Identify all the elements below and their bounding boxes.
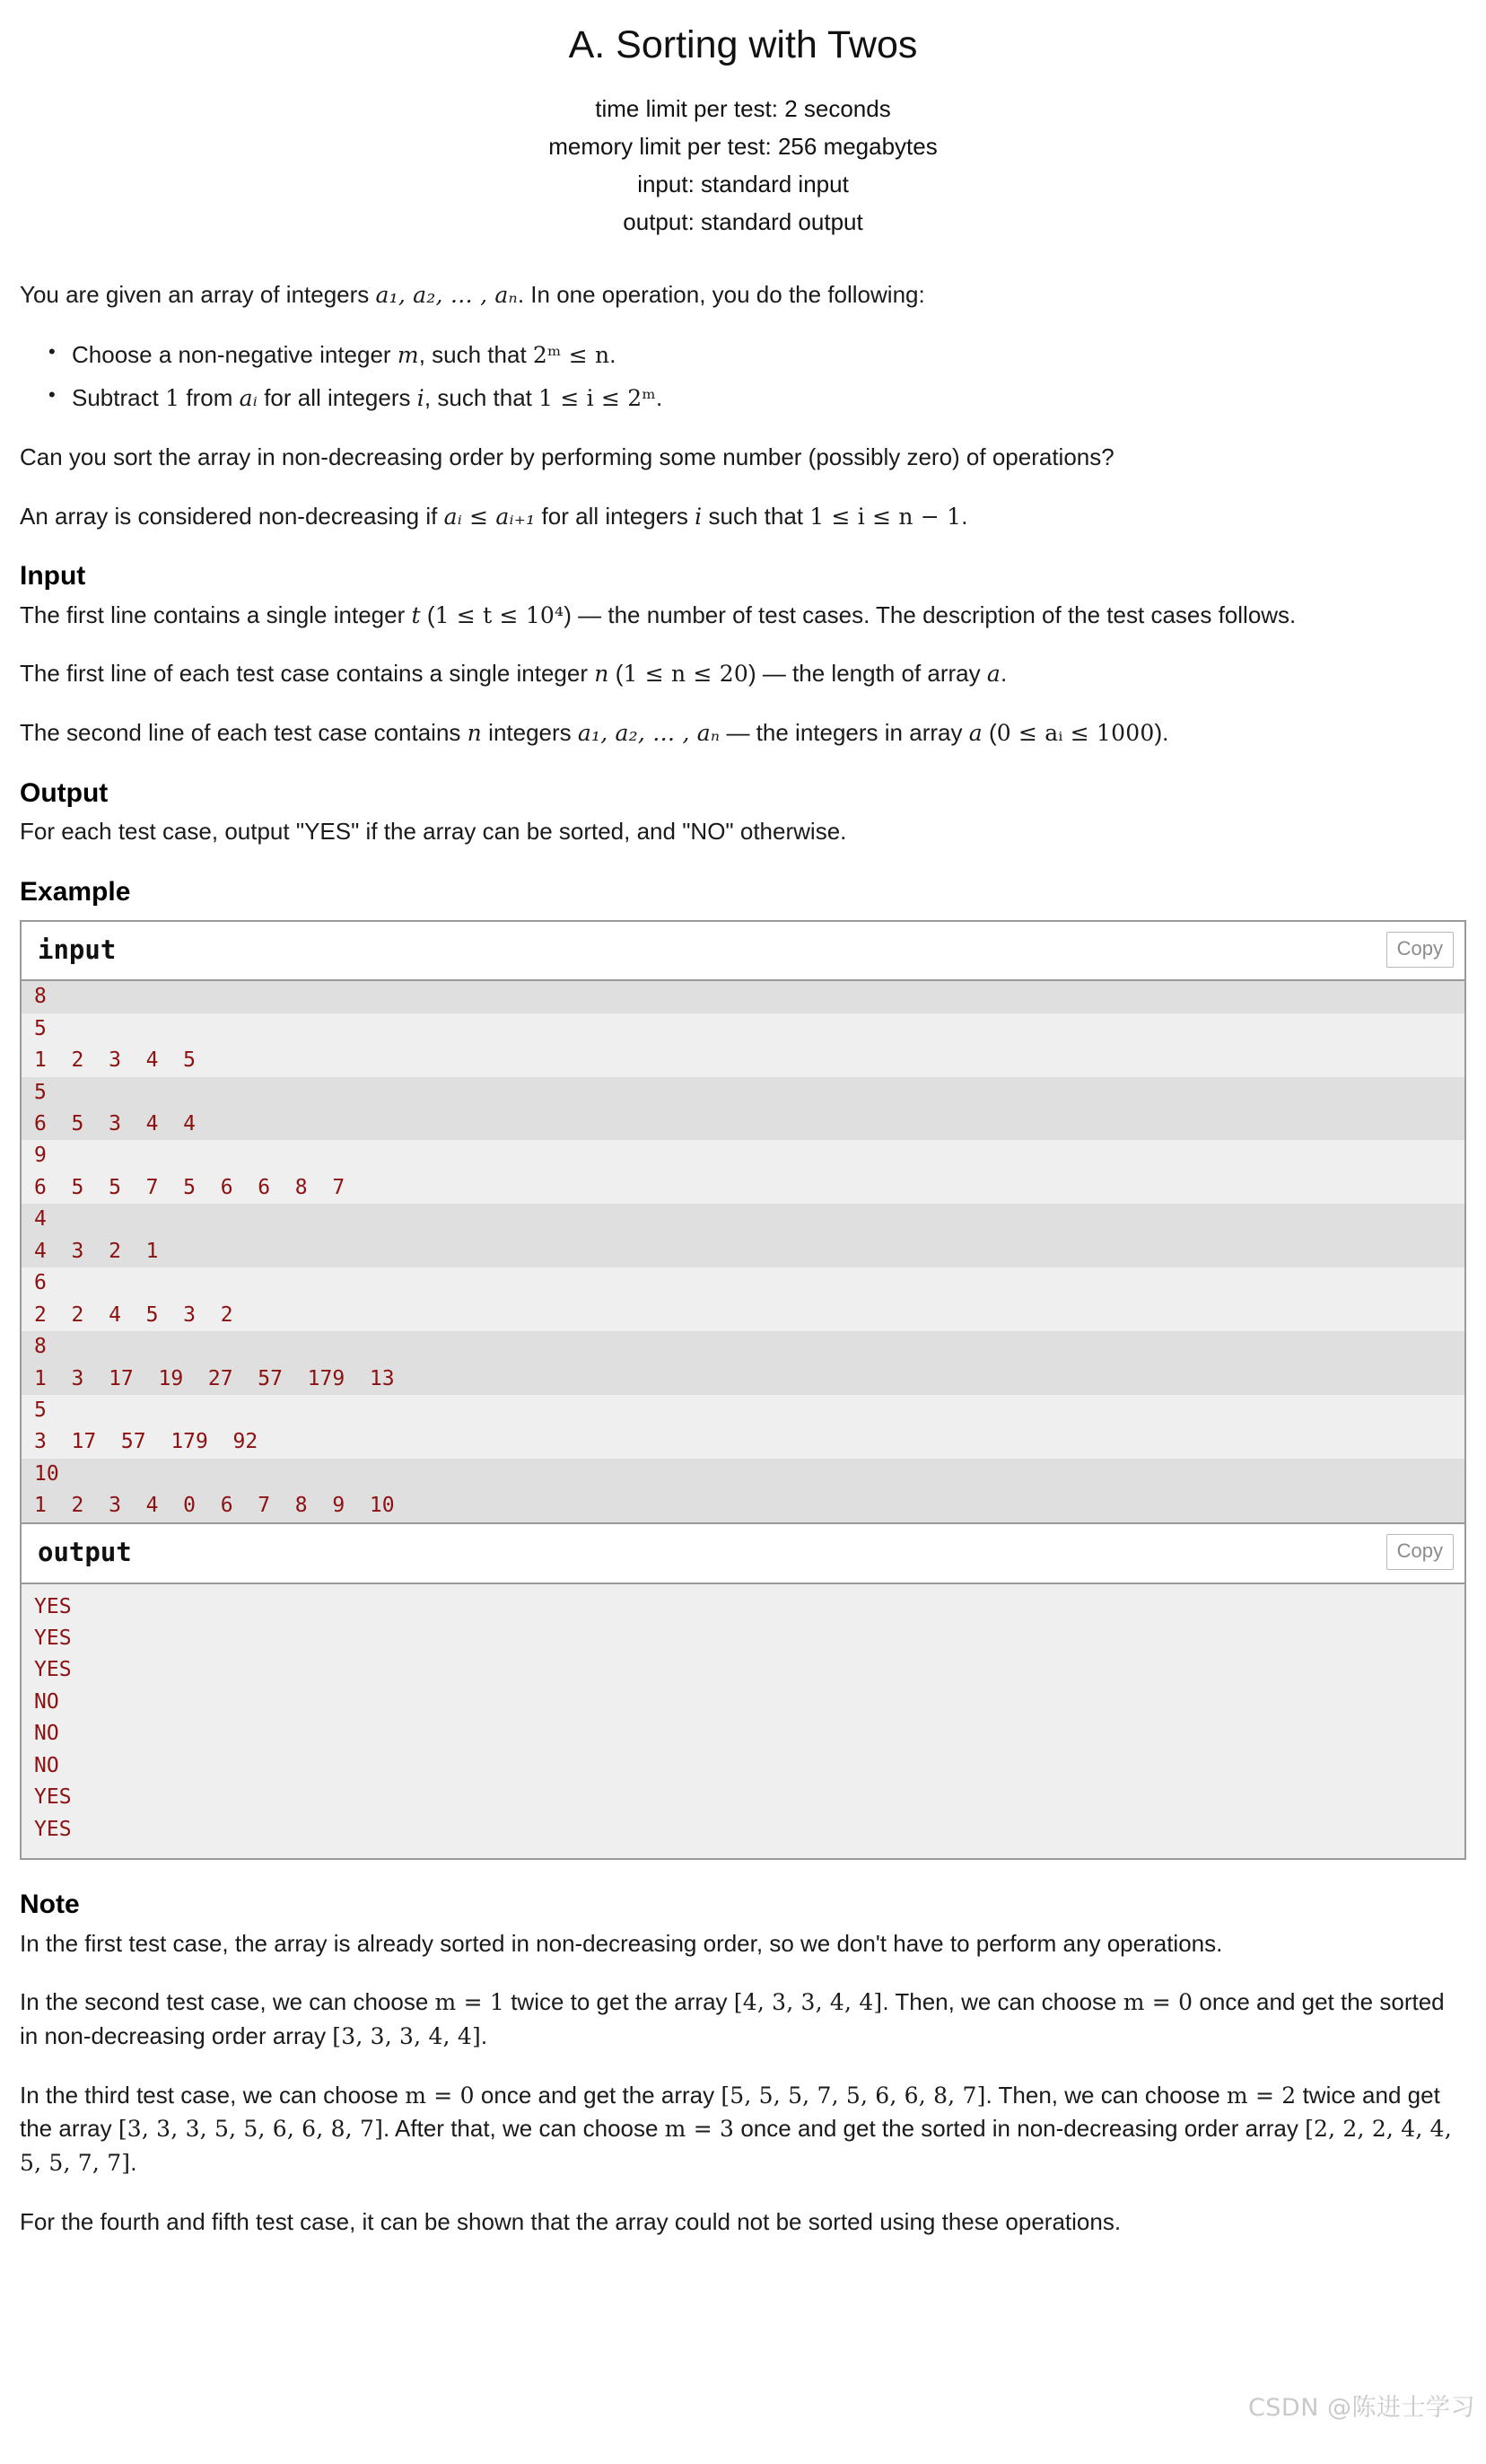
sample-input-line: 4 3 2 1 bbox=[22, 1236, 1464, 1267]
sample-input-box bbox=[20, 920, 1466, 1522]
sample-input-line: 1 3 17 19 27 57 179 13 bbox=[22, 1364, 1464, 1395]
input-p2-d: . bbox=[1000, 660, 1008, 688]
statement-intro bbox=[20, 278, 1466, 312]
bullet-1-a: Choose a non-negative integer bbox=[72, 340, 398, 368]
note-p3-arr1: [5, 5, 5, 7, 5, 6, 6, 8, 7] bbox=[721, 2082, 986, 2109]
sample-input-line: 3 17 57 179 92 bbox=[34, 1430, 258, 1454]
input-p3-list: a₁, a₂, … , aₙ bbox=[577, 720, 721, 747]
input-p3-arr: a bbox=[968, 720, 983, 747]
note-p3-m2: m = 2 bbox=[1226, 2082, 1297, 2109]
sample-output-line: YES bbox=[34, 1658, 72, 1682]
input-p3-a: The second line of each test case contains bbox=[20, 719, 468, 747]
note-p2-m1: m = 1 bbox=[434, 1989, 504, 2016]
sample-output-box bbox=[20, 1522, 1466, 1860]
sample-input-line: 6 bbox=[34, 1271, 47, 1295]
nondec-d: . bbox=[961, 502, 968, 530]
bullet-2-ai: aᵢ bbox=[239, 384, 258, 411]
note-p3-m3: m = 3 bbox=[664, 2116, 735, 2143]
sample-output-line: YES bbox=[34, 1817, 72, 1841]
bullet-2-e: . bbox=[655, 383, 663, 411]
bullet-1-b: , such that bbox=[418, 340, 533, 368]
input-paragraph-3 bbox=[20, 716, 1466, 750]
page-title: A. Sorting with Twos bbox=[568, 23, 918, 66]
note-p2-b: twice to get the array bbox=[503, 1988, 734, 2016]
bullet-2-cond: 1 ≤ i ≤ 2ᵐ bbox=[538, 384, 656, 411]
example-section-heading: Example bbox=[20, 877, 131, 907]
note-p3-e: . After that, we can choose bbox=[383, 2115, 665, 2143]
nondec-i: i bbox=[695, 503, 703, 530]
input-p1-c: ) — the number of test cases. The description of the test cases follows. bbox=[564, 601, 1297, 628]
statement-intro-a: You are given an array of integers bbox=[20, 281, 376, 309]
input-p3-b: integers bbox=[481, 719, 578, 747]
sample-input-line: 1 2 3 4 5 bbox=[34, 1048, 197, 1073]
bullet-2-a: Subtract bbox=[72, 383, 166, 411]
note-p2-m2: m = 0 bbox=[1123, 1989, 1193, 2016]
input-p2-b: ( bbox=[608, 660, 624, 688]
problem-header bbox=[20, 0, 1466, 241]
input-p2-n: n bbox=[594, 661, 609, 688]
input-p3-n: n bbox=[467, 720, 482, 747]
bullet-1-cond: 2ᵐ ≤ n bbox=[532, 341, 610, 368]
input-p1-b: ( bbox=[420, 601, 435, 628]
sample-input-line: 5 bbox=[34, 1398, 47, 1422]
sample-output-content[interactable] bbox=[22, 1584, 1464, 1859]
input-p2-arr: a bbox=[986, 661, 1001, 688]
statement-intro-b: . In one operation, you do the following: bbox=[517, 281, 925, 309]
operation-list bbox=[20, 338, 1466, 416]
note-p3-g: . bbox=[130, 2148, 137, 2176]
sample-output-line: NO bbox=[34, 1689, 59, 1714]
note-p3-f: once and get the sorted in non-decreasing order array bbox=[734, 2115, 1306, 2143]
bullet-2-c: for all integers bbox=[257, 383, 417, 411]
note-p2-a: In the second test case, we can choose bbox=[20, 1988, 435, 2016]
bullet-1-m: m bbox=[397, 341, 419, 368]
note-p3-b: once and get the array bbox=[474, 2081, 721, 2109]
sample-output-line: YES bbox=[34, 1594, 72, 1618]
input-section-heading: Input bbox=[20, 561, 86, 592]
memory-limit: memory limit per test: 256 megabytes bbox=[548, 132, 938, 160]
input-p1-a: The first line contains a single integer bbox=[20, 601, 412, 628]
note-p2-arr1: [4, 3, 3, 4, 4] bbox=[733, 1989, 883, 2016]
copy-input-button[interactable]: Copy bbox=[1386, 932, 1454, 968]
sample-input-line: 2 2 4 5 3 2 bbox=[34, 1302, 233, 1327]
note-paragraph-4: For the fourth and fifth test case, it can be shown that the array could not be sorted using these operations. bbox=[20, 2207, 1122, 2235]
sample-input-line: 5 bbox=[22, 1077, 1464, 1109]
sample-input-content[interactable] bbox=[22, 981, 1464, 1521]
sample-output-header bbox=[22, 1524, 1464, 1584]
note-section-heading: Note bbox=[20, 1890, 80, 1920]
input-p1-t: t bbox=[411, 601, 421, 628]
sample-input-line: 1 2 3 4 0 6 7 8 9 10 bbox=[22, 1490, 1464, 1521]
nondec-b: for all integers bbox=[535, 502, 695, 530]
note-p3-d: twice and get the array bbox=[20, 2081, 1440, 2143]
nondec-c: such that bbox=[702, 502, 810, 530]
sample-input-line: 8 bbox=[22, 981, 1464, 1013]
note-p3-c: . Then, we can choose bbox=[985, 2081, 1227, 2109]
note-p3-m1: m = 0 bbox=[405, 2082, 475, 2109]
sample-output-label: output bbox=[38, 1536, 132, 1567]
input-p2-range: 1 ≤ n ≤ 20 bbox=[623, 661, 748, 688]
output-section-heading: Output bbox=[20, 777, 109, 808]
statement-nondecreasing bbox=[20, 500, 1466, 534]
input-spec: input: standard input bbox=[637, 170, 849, 197]
output-section-text: For each test case, output "YES" if the array can be sorted, and "NO" otherwise. bbox=[20, 818, 847, 846]
note-p3-a: In the third test case, we can choose bbox=[20, 2081, 406, 2109]
output-spec: output: standard output bbox=[623, 208, 863, 236]
nondec-math: aᵢ ≤ aᵢ₊₁ bbox=[443, 503, 536, 530]
sample-input-line: 6 5 5 7 5 6 6 8 7 bbox=[34, 1175, 345, 1199]
bullet-2-b: from bbox=[179, 383, 240, 411]
note-paragraph-3 bbox=[20, 2079, 1466, 2180]
problem-statement bbox=[20, 278, 1466, 2239]
bullet-1-c: . bbox=[609, 340, 616, 368]
statement-intro-math: a₁, a₂, … , aₙ bbox=[375, 282, 518, 309]
copy-output-button[interactable]: Copy bbox=[1386, 1534, 1454, 1570]
sample-output-line: NO bbox=[34, 1753, 59, 1777]
sample-output-line: NO bbox=[34, 1722, 59, 1746]
list-item bbox=[72, 381, 1466, 416]
note-p2-c: . Then, we can choose bbox=[882, 1988, 1123, 2016]
sample-input-line: 8 bbox=[22, 1331, 1464, 1363]
bullet-2-i: i bbox=[416, 384, 424, 411]
time-limit: time limit per test: 2 seconds bbox=[595, 94, 891, 122]
input-p2-c: ) — the length of array bbox=[747, 660, 987, 688]
sample-output-line: YES bbox=[34, 1785, 72, 1810]
input-paragraph-2 bbox=[20, 657, 1466, 691]
bullet-2-one: 1 bbox=[165, 384, 180, 411]
csdn-watermark: CSDN @陈进士学习 bbox=[1247, 2394, 1475, 2422]
note-p2-e: . bbox=[480, 2021, 488, 2049]
note-p2-arr2: [3, 3, 3, 4, 4] bbox=[332, 2022, 481, 2049]
note-p2-d: once and get the sorted in non-decreasing order array bbox=[20, 1988, 1445, 2049]
sample-input-line: 5 bbox=[34, 1016, 47, 1040]
input-p3-c: — the integers in array bbox=[720, 719, 969, 747]
input-p2-a: The first line of each test case contains a single integer bbox=[20, 660, 595, 688]
sample-input-header bbox=[22, 922, 1464, 982]
input-p3-e: ). bbox=[1154, 719, 1169, 747]
list-item bbox=[72, 338, 1466, 373]
nondec-range: 1 ≤ i ≤ n − 1 bbox=[809, 503, 962, 530]
sample-input-line: 6 5 3 4 4 bbox=[22, 1109, 1464, 1140]
nondec-a: An array is considered non-decreasing if bbox=[20, 502, 444, 530]
sample-input-line: 10 bbox=[22, 1459, 1464, 1490]
sample-input-line: 9 bbox=[34, 1144, 47, 1168]
input-p1-range: 1 ≤ t ≤ 10⁴ bbox=[434, 601, 564, 628]
sample-input-label: input bbox=[38, 934, 117, 965]
statement-question: Can you sort the array in non-decreasing order by performing some number (possibly zero) of operations? bbox=[20, 443, 1114, 470]
bullet-2-d: , such that bbox=[424, 383, 539, 411]
note-section bbox=[20, 1887, 1466, 2239]
note-p3-arr2: [3, 3, 3, 5, 5, 6, 6, 8, 7] bbox=[118, 2116, 384, 2143]
input-paragraph-1 bbox=[20, 599, 1466, 633]
sample-output-line: YES bbox=[34, 1626, 72, 1650]
input-p3-d: ( bbox=[982, 719, 997, 747]
sample-input-line: 4 bbox=[22, 1204, 1464, 1235]
sample-tests bbox=[20, 920, 1466, 1861]
note-paragraph-1: In the first test case, the array is already sorted in non-decreasing order, so we don't have to perform any operations. bbox=[20, 1929, 1223, 1957]
note-paragraph-2 bbox=[20, 1986, 1466, 2053]
input-p3-range: 0 ≤ aᵢ ≤ 1000 bbox=[996, 720, 1155, 747]
note-p3-arr3: [2, 2, 2, 4, 4, 5, 5, 7, 7] bbox=[20, 2116, 1452, 2176]
